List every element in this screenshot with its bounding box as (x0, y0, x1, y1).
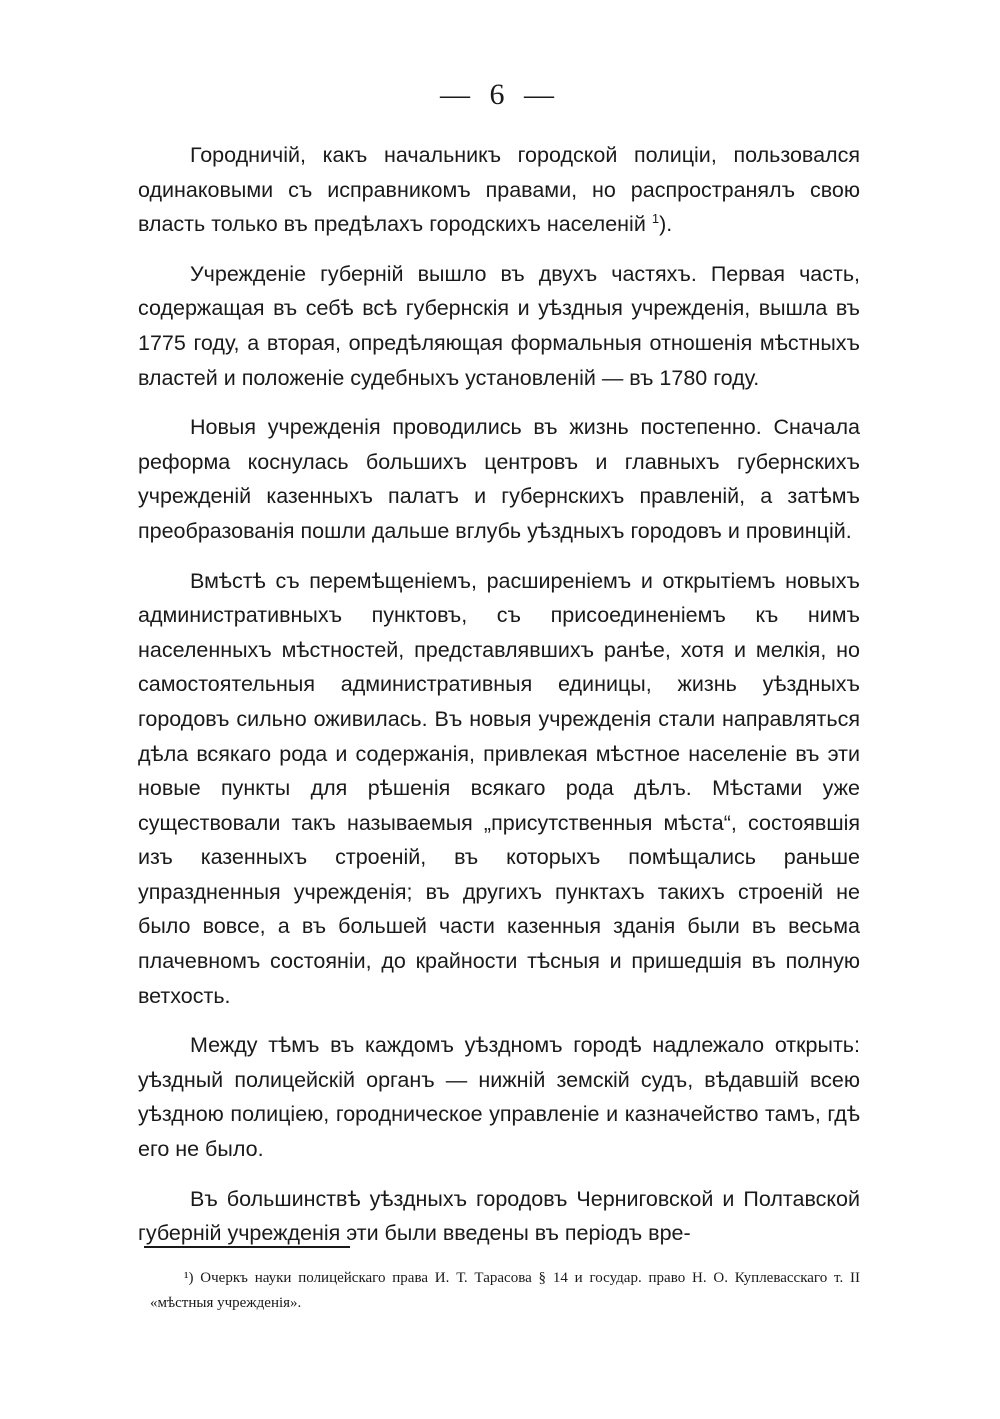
paragraph-5: Между тѣмъ въ каждомъ уѣздномъ городѣ надлежало открыть: уѣздный полицейскій органъ — нижній земскій судъ, вѣдавшій всею уѣздною полиціею, городническое управленіе и казначейство тамъ, гдѣ его не было. (138, 1033, 860, 1162)
footnote-divider (144, 1246, 350, 1248)
footnote-reference[interactable]: 1 (651, 211, 660, 227)
paragraph-4: Вмѣстѣ съ перемѣщеніемъ, расширеніемъ и открытіемъ новыхъ административныхъ пунктовъ, съ присоединеніемъ къ нимъ населенныхъ мѣстностей, представлявшихъ ранѣе, хотя и мелкія, но самостоятельныя административныя единицы, жизнь уѣздныхъ городовъ сильно оживилась. Въ новыя учрежденія стали направляться дѣла всякаго рода и содержанія, привлекая мѣстное населеніе въ эти новые пункты для рѣшенія всякаго рода дѣлъ. Мѣстами уже существовали такъ называемыя „присутственныя мѣста“, состоявшія изъ казенныхъ строеній, въ которыхъ помѣщались раньше упраздненныя учрежденія; въ другихъ пунктахъ такихъ строеній не было вовсе, а въ большей части казенныя зданія были въ весьма плачевномъ состояніи, до крайности тѣсныя и пришедшія въ полную ветхость. (138, 568, 860, 1008)
paragraph-2: Учрежденіе губерній вышло въ двухъ частяхъ. Первая часть, содержащая въ себѣ всѣ губернскія и уѣздныя учрежденія, вышла въ 1775 году, а вторая, опредѣляющая формальныя отношенія мѣстныхъ властей и положеніе судебныхъ установленій — въ 1780 году. (138, 261, 860, 390)
paragraph-1-end: ). (659, 212, 673, 237)
paragraph-1-text: Городничій, какъ начальникъ городской полиціи, пользовался одинаковыми съ исправникомъ правами, но распространялъ свою власть только въ предѣлахъ городскихъ населеній (138, 143, 860, 237)
paragraph-3: Новыя учрежденія проводились въ жизнь постепенно. Сначала реформа коснулась большихъ центровъ и главныхъ губернскихъ учрежденій казенныхъ палатъ и губернскихъ правленій, а затѣмъ преобразованія пошли дальше вглубь уѣздныхъ городовъ и провинцій. (138, 415, 860, 543)
page-number: — 6 — (440, 78, 560, 111)
paragraph-1 (138, 138, 860, 242)
paragraph-6: Въ большинствѣ уѣздныхъ городовъ Черниговской и Полтавской губерній учрежденія эти были введены въ періодъ вре- (138, 1186, 860, 1246)
body-text (138, 138, 860, 1266)
footnote: ¹) Очеркъ науки полицейскаго права И. Т. Тарасова § 14 и государ. право Н. О. Куплевасскаго т. II «мѣстныя учрежденія». (150, 1270, 860, 1311)
